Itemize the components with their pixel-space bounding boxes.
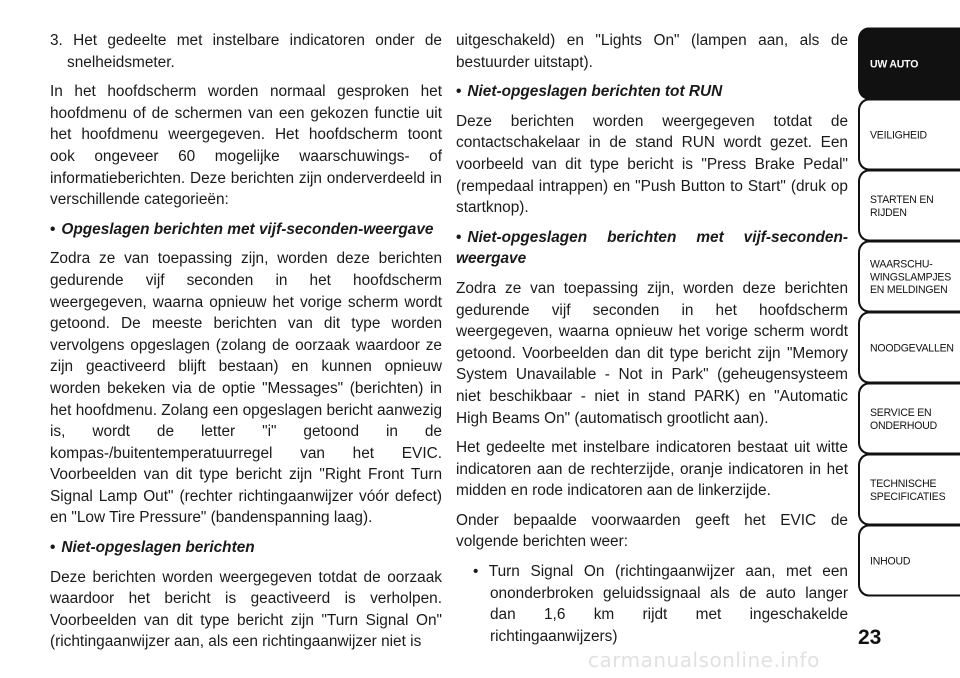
bullet-icon: •: [456, 83, 462, 101]
paragraph-conditions: Onder bepaalde voorwaarden geeft het EVIC de volgende berichten weer:: [456, 511, 848, 551]
paragraph-not-stored-five-second: Zodra ze van toepassing zijn, worden deze berichten gedurende vijf seconden in het hoofdscherm weergegeven, waarna opnieuw het vorige scherm wordt getoond. Voorbeelden dan dit type bericht zijn "Memory System Unavailable - Not in Park" (geheugensysteem niet beschikbaar - niet in stand PARK) en "Automatic High Beams On" (automatisch grootlicht aan).: [456, 279, 848, 427]
bullet-heading-not-stored-run: [456, 81, 848, 103]
bullet-heading-stored-five-second: [50, 219, 442, 241]
tab-inhoud[interactable]: INHOUD: [858, 524, 960, 596]
paragraph-not-stored: Deze berichten worden weergegeven totdat de oorzaak waardoor het bericht is geactiveerd is verholpen. Voorbeelden van dit type bericht zijn "Turn Signal On" (richtingaanwijzer aan, als een richtingaanwijzer niet is: [50, 568, 442, 651]
bullet-heading-not-stored-five-second: [456, 227, 848, 270]
tab-service-en-onderhoud[interactable]: SERVICE EN ONDERHOUD: [858, 382, 960, 454]
intro-paragraph: In het hoofdscherm worden normaal gesproken het hoofdmenu of de schermen van een gekozen functie uit het hoofdmenu weergegeven. Het hoofdscherm toont ook ongeveer 60 mogelijke waarschuwings- of informatieberichten. Deze berichten zijn onderverdeeld in verschillende categorieën:: [50, 83, 442, 209]
tab-waarschuwingslampjes[interactable]: WAARSCHU- WINGSLAMPJES EN MELDINGEN: [858, 240, 960, 312]
bullet-heading-not-stored: [50, 537, 442, 559]
paragraph-not-stored-run: Deze berichten worden weergegeven totdat de contactschakelaar in de stand RUN wordt gezet. Een voorbeeld van dit type bericht is "Press Brake Pedal" (rempedaal intrappen) en "Push Button to Start" (druk op startknop).: [456, 112, 848, 217]
paragraph-stored-five-second: Zodra ze van toepassing zijn, worden deze berichten gedurende vijf seconden in het hoofdscherm weergegeven, waarna opnieuw het vorige scherm wordt getoond. De meeste berichten van dit type worden vervolgens opgeslagen (zolang de oorzaak waardoor ze zijn geactiveerd blijft bestaan) en kunnen opnieuw worden bekeken via de optie "Messages" (berichten) in het hoofdmenu. Zolang een opgeslagen bericht aanwezig is, wordt de letter "i" getoond in de kompas-/buitentemperatuurregel van het EVIC. Voorbeelden van dit type bericht zijn "Right Front Turn Signal Lamp Out" (rechter richtingaanwijzer vóór defect) en "Low Tire Pressure" (bandenspanning laag).: [50, 250, 442, 527]
tab-starten-en-rijden[interactable]: STARTEN EN RIJDEN: [858, 169, 960, 241]
bullet-icon: •: [456, 228, 462, 246]
tab-veiligheid[interactable]: VEILIGHEID: [858, 98, 960, 170]
paragraph-indicators: Het gedeelte met instelbare indicatoren bestaat uit witte indicatoren aan de rechterzijde, oranje indicatoren in het midden en rode indicatoren aan de linkerzijde.: [456, 439, 848, 500]
bullet-item-text: Turn Signal On (richtingaanwijzer aan, met een ononderbroken geluidssignaal als de auto langer dan 1,6 km rijdt met ingeschakelde richtingaanwijzers): [488, 563, 848, 645]
page-number: 23: [858, 626, 882, 649]
chapter-tab-sidebar: [858, 30, 960, 598]
paragraph-continued: uitgeschakeld) en "Lights On" (lampen aan, als de bestuurder uitstapt).: [456, 32, 848, 71]
watermark: carmanualsonline.info: [588, 648, 820, 672]
heading-text: Niet-opgeslagen berichten: [61, 539, 255, 557]
bullet-item-turn-signal: [456, 561, 848, 647]
heading-text: Opgeslagen berichten met vijf-seconden-weergave: [61, 220, 434, 238]
tab-uw-auto[interactable]: UW AUTO: [858, 27, 960, 99]
list-item-3: 3. Het gedeelte met instelbare indicatoren onder de snelheidsmeter.: [50, 32, 442, 71]
left-text-column: [50, 30, 442, 653]
bullet-icon: •: [473, 563, 479, 581]
heading-text: Niet-opgeslagen berichten tot RUN: [467, 83, 723, 101]
bullet-icon: •: [50, 539, 56, 557]
heading-text: Niet-opgeslagen berichten met vijf-seconden-weergave: [456, 228, 848, 268]
bullet-icon: •: [50, 220, 56, 238]
tab-noodgevallen[interactable]: NOODGEVALLEN: [858, 311, 960, 383]
tab-technische-specificaties[interactable]: TECHNISCHE SPECIFICATIES: [858, 453, 960, 525]
right-text-column: [456, 30, 848, 647]
